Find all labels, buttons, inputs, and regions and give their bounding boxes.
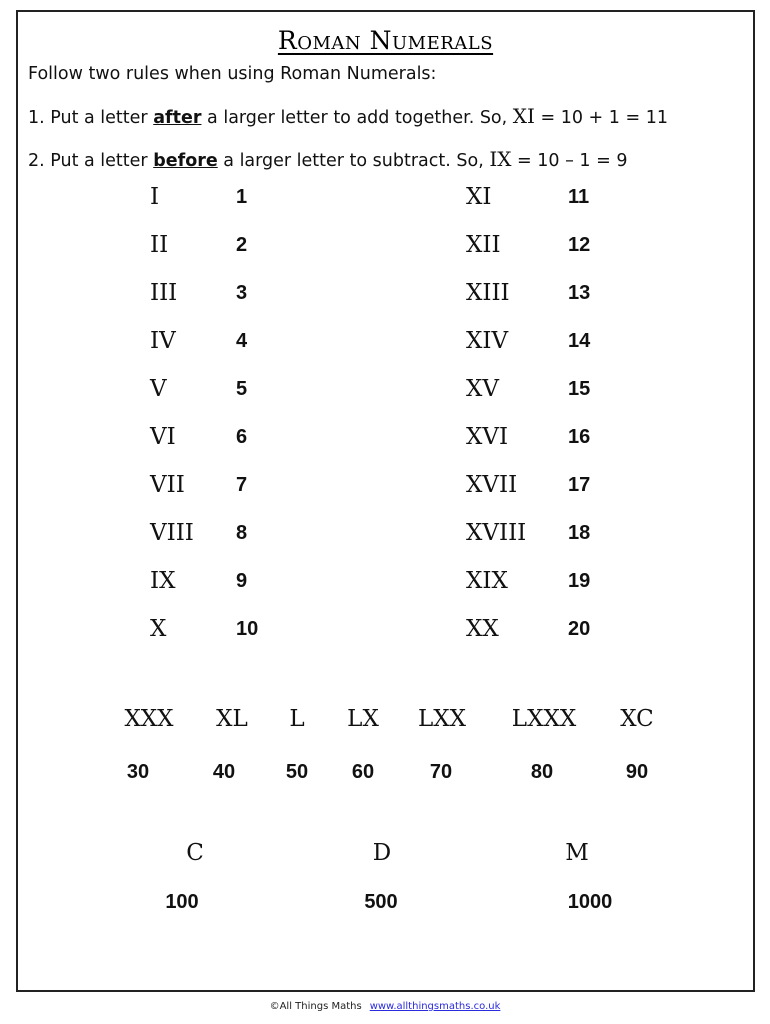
right-roman-numeral: XX: [466, 616, 499, 642]
hundreds-roman-numeral: C: [186, 840, 204, 866]
tens-roman-numeral: LXXX: [511, 706, 577, 732]
left-number: 3: [236, 282, 248, 304]
rule-2-emphasis: before: [153, 151, 218, 171]
right-number: 12: [568, 234, 591, 256]
left-roman-numeral: VII: [150, 472, 185, 498]
rule-1-example-numeral: XI: [512, 104, 535, 128]
right-roman-numeral: XII: [466, 232, 501, 258]
right-number: 20: [568, 618, 591, 640]
left-number: 8: [236, 522, 248, 544]
left-roman-numeral: III: [150, 280, 178, 306]
right-number: 13: [568, 282, 591, 304]
right-roman-numeral: XVIII: [466, 520, 527, 546]
rule-2-example-result: = 10 – 1 = 9: [511, 151, 628, 171]
rule-1: [28, 104, 668, 128]
tens-number: 90: [625, 761, 649, 783]
left-number: 9: [236, 570, 248, 592]
rule-1-emphasis: after: [153, 108, 202, 128]
page-title: Roman Numerals: [277, 26, 494, 55]
worksheet-frame: [16, 10, 755, 992]
rule-1-middle: a larger letter to add together. So,: [201, 108, 513, 128]
tens-number: 40: [212, 761, 236, 783]
rule-1-lead: 1. Put a letter: [28, 108, 154, 128]
right-number: 15: [568, 378, 591, 400]
left-number: 1: [236, 186, 248, 208]
right-roman-numeral: XI: [466, 184, 492, 210]
right-number: 11: [568, 186, 590, 208]
hundreds-number: 1000: [567, 891, 613, 913]
left-roman-numeral: I: [150, 184, 160, 210]
left-roman-numeral: IV: [150, 328, 176, 354]
rule-2-middle: a larger letter to subtract. So,: [217, 151, 490, 171]
left-roman-numeral: II: [150, 232, 169, 258]
left-roman-numeral: X: [150, 616, 167, 642]
right-number: 19: [568, 570, 591, 592]
rule-2-lead: 2. Put a letter: [28, 151, 154, 171]
left-number: 6: [236, 426, 248, 448]
tens-roman-numeral: XL: [216, 706, 248, 732]
right-number: 16: [568, 426, 591, 448]
left-number: 7: [236, 474, 248, 496]
left-roman-numeral: VIII: [150, 520, 194, 546]
left-number: 10: [236, 618, 259, 640]
right-number: 14: [568, 330, 591, 352]
rule-2-example-numeral: IX: [489, 147, 512, 171]
tens-number: 70: [429, 761, 453, 783]
tens-number: 80: [530, 761, 554, 783]
left-number: 5: [236, 378, 248, 400]
tens-roman-numeral: LX: [347, 706, 379, 732]
hundreds-number: 100: [165, 891, 199, 913]
footer: [0, 1001, 770, 1012]
hundreds-number: 500: [364, 891, 398, 913]
tens-roman-numeral: L: [289, 706, 305, 732]
tens-number: 60: [351, 761, 375, 783]
right-roman-numeral: XIII: [466, 280, 510, 306]
left-roman-numeral: V: [150, 376, 167, 402]
right-roman-numeral: XVII: [466, 472, 518, 498]
rule-1-example-result: = 10 + 1 = 11: [534, 108, 668, 128]
right-number: 17: [568, 474, 591, 496]
hundreds-roman-numeral: M: [565, 840, 589, 866]
tens-roman-numeral: LXX: [417, 706, 467, 732]
right-number: 18: [568, 522, 591, 544]
right-roman-numeral: XIX: [466, 568, 508, 594]
rule-2: [28, 147, 627, 171]
right-roman-numeral: XIV: [466, 328, 509, 354]
intro-text: Follow two rules when using Roman Numerals:: [28, 64, 437, 84]
tens-roman-numeral: XXX: [124, 706, 174, 732]
tens-roman-numeral: XC: [620, 706, 654, 732]
right-roman-numeral: XV: [466, 376, 499, 402]
footer-link[interactable]: www.allthingsmaths.co.uk: [369, 1001, 501, 1012]
footer-credit: ©All Things Maths: [269, 1001, 362, 1012]
tens-number: 50: [285, 761, 309, 783]
right-roman-numeral: XVI: [466, 424, 509, 450]
left-roman-numeral: VI: [150, 424, 176, 450]
left-roman-numeral: IX: [150, 568, 176, 594]
left-number: 4: [236, 330, 248, 352]
hundreds-roman-numeral: D: [372, 840, 392, 866]
tens-number: 30: [126, 761, 150, 783]
left-number: 2: [236, 234, 248, 256]
